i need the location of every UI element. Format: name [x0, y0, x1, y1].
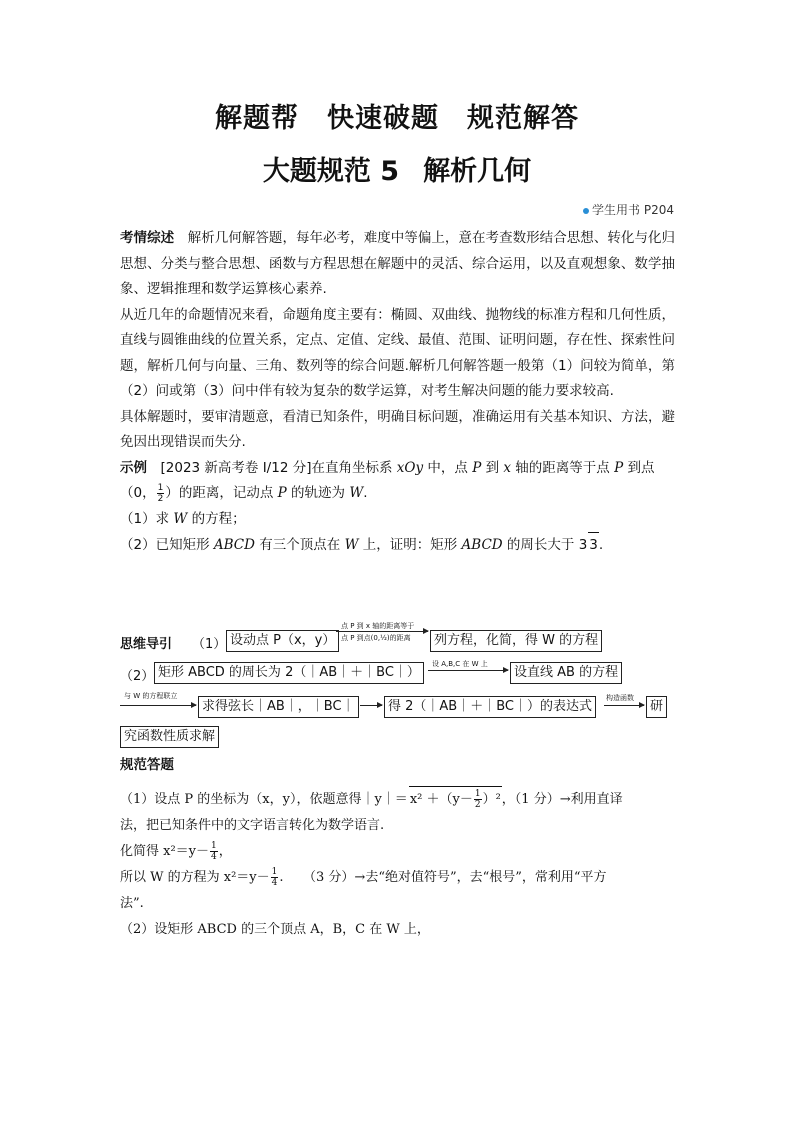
q1-text: 的方程；	[187, 510, 246, 527]
arrow-2	[428, 670, 508, 671]
fraction-numerator: 1	[474, 789, 481, 799]
q2-text: 上，证明：矩形	[358, 537, 462, 553]
example-text: 的轨迹为	[286, 485, 350, 501]
box-line-ab: 设直线 AB 的方程	[510, 662, 622, 684]
arrow2-label: 设 A,B,C 在 W 上	[432, 660, 488, 668]
sqrt-inner: x² ＋（y－	[409, 792, 473, 807]
arrow3-label: 与 W 的方程联立	[124, 692, 178, 700]
title-part-2: 快速破题	[327, 103, 439, 134]
bullet-dot-icon	[583, 208, 589, 214]
example-paragraph	[120, 456, 675, 507]
solution-line-5: 法”.	[120, 896, 144, 911]
box-chord-length: 求得弦长｜AB｜，｜BC｜	[198, 696, 359, 718]
fraction-numerator: 1	[271, 867, 278, 877]
fraction-quarter	[271, 867, 279, 888]
example-source: [2023 新高考卷 Ⅰ/12 分]	[160, 459, 312, 476]
solution-line-1	[120, 786, 680, 813]
fraction-half	[474, 789, 482, 810]
example-text: 到点	[623, 459, 655, 476]
var-p: P	[277, 485, 287, 501]
arrow1-label-bottom: 点 P 到点(0,½)的距离	[341, 634, 411, 642]
subtitle-part-2: 解析几何	[423, 156, 532, 187]
solution-line-4	[120, 865, 680, 891]
box-study-part1: 研	[646, 696, 667, 718]
arrow1-label-top: 点 P 到 x 轴的距离等于	[341, 622, 415, 630]
arrow-3	[120, 705, 196, 706]
sol-text: . （3 分）→去“绝对值符号”，去“根号”，常利用“平方	[279, 870, 607, 885]
q2-text: （2）已知矩形	[120, 537, 214, 553]
example-text: .	[363, 485, 368, 501]
intro-paragraph-2: 从近几年的命题情况来看，命题角度主要有：椭圆、双曲线、抛物线的标准方程和几何性质，直线与圆锥曲线的位置关系，定点、定值、定线、最值、范围、证明问题，存在性、探索性问题，解析几何与向量、三角、数列等的综合问题.解析几何解答题一般第（1）问较为简单，第（2）问或第（3）问中伴有较为复杂的数学运算，对考生解决问题的能力要求较高.	[120, 306, 675, 399]
fraction-denominator: 4	[271, 878, 278, 888]
solution-label: 规范答题	[120, 757, 174, 773]
var-w: W	[173, 510, 188, 527]
var-p: P	[472, 459, 482, 476]
sol-text: ，（1 分）→利用直译	[501, 792, 623, 807]
title-part-3: 规范解答	[467, 103, 579, 134]
sqrt-three: 3	[588, 532, 599, 559]
intro-section	[120, 226, 675, 559]
box-equation: 列方程，化简，得 W 的方程	[430, 630, 602, 652]
box-perimeter: 矩形 ABCD 的周长为 2（｜AB｜＋｜BC｜）	[154, 662, 424, 684]
solution-line-6: （2）设矩形 ABCD 的三个顶点 A，B，C 在 W 上，	[120, 922, 430, 937]
arrow4-label: 构造函数	[606, 694, 634, 702]
fraction-numerator: 1	[211, 841, 217, 851]
q1-text: （1）求	[120, 510, 174, 527]
solution-section	[120, 752, 680, 943]
row1-number: （1）	[192, 637, 227, 652]
sol-text: ，	[218, 844, 232, 859]
point-close: ）的距离，记动点	[165, 485, 278, 501]
intro-p1-text: 解析几何解答题，每年必考，难度中等偏上，意在考查数形结合思想、转化与化归思想、分类与整合思想、函数与方程思想在解题中的灵活、综合运用，以及直观想象、数学抽象、逻辑推理和数学运算核心素养.	[120, 230, 676, 297]
q2-text: 有三个顶点在	[254, 537, 345, 553]
example-text: 中，点	[423, 459, 473, 476]
intro-paragraph-3: 具体解题时，要审清题意，看清已知条件，明确目标问题，准确运用有关基本知识、方法，避免因出现错误而失分.	[120, 408, 675, 450]
fraction-denominator: 4	[211, 852, 217, 862]
var-abcd: ABCD	[461, 537, 503, 553]
book-reference	[583, 201, 674, 218]
thinking-label: 思维导引	[120, 637, 173, 652]
fraction-denominator: 2	[157, 493, 164, 504]
sqrt-close: ）²	[482, 792, 501, 807]
fraction-half	[157, 483, 165, 504]
example-label: 示例	[120, 459, 147, 476]
point-open: （0，	[120, 485, 156, 501]
var-abcd: ABCD	[213, 537, 255, 553]
sol-text: （1）设点 P 的坐标为（x，y），依题意得｜y｜＝	[120, 792, 408, 807]
title-part-1: 解题帮	[215, 103, 299, 134]
sol-text: 化简得 x²＝y－	[120, 844, 210, 859]
fraction-numerator: 1	[157, 482, 164, 493]
var-p: P	[614, 459, 624, 476]
solution-line-2: 法，把已知条件中的文字语言转化为数学语言.	[120, 818, 385, 833]
example-text: 轴的距离等于点	[511, 459, 615, 476]
arrow-5	[604, 705, 644, 706]
sol-text: 所以 W 的方程为 x²＝y－	[120, 870, 270, 885]
arrow-4	[360, 705, 382, 706]
box-study-part2: 究函数性质求解	[120, 726, 219, 748]
example-text: 在直角坐标系	[311, 459, 397, 476]
q2-text: .	[598, 537, 604, 553]
q2-text: 的周长大于 3	[502, 537, 588, 553]
var-w: W	[349, 485, 364, 501]
var-w: W	[344, 537, 359, 553]
subtitle-part-1: 大题规范 5	[262, 156, 400, 187]
page-title	[0, 96, 794, 135]
question-2	[120, 532, 675, 559]
var-x: x	[503, 459, 511, 476]
row2-number: （2）	[120, 669, 155, 684]
example-text: 到	[481, 459, 504, 476]
fraction-denominator: 2	[474, 800, 481, 810]
sqrt-expression	[409, 786, 502, 813]
intro-paragraph-1	[120, 226, 675, 303]
question-1	[120, 507, 675, 533]
arrow-1	[336, 631, 428, 632]
fraction-quarter	[210, 841, 218, 862]
var-xoy: xOy	[396, 459, 424, 476]
box-set-point: 设动点 P（x，y）	[226, 630, 339, 652]
solution-line-3	[120, 839, 680, 865]
box-expression: 得 2（｜AB｜＋｜BC｜）的表达式	[384, 696, 596, 718]
book-reference-text: 学生用书 P204	[592, 203, 674, 217]
intro-label: 考情综述	[120, 230, 175, 246]
page-subtitle	[0, 149, 794, 188]
